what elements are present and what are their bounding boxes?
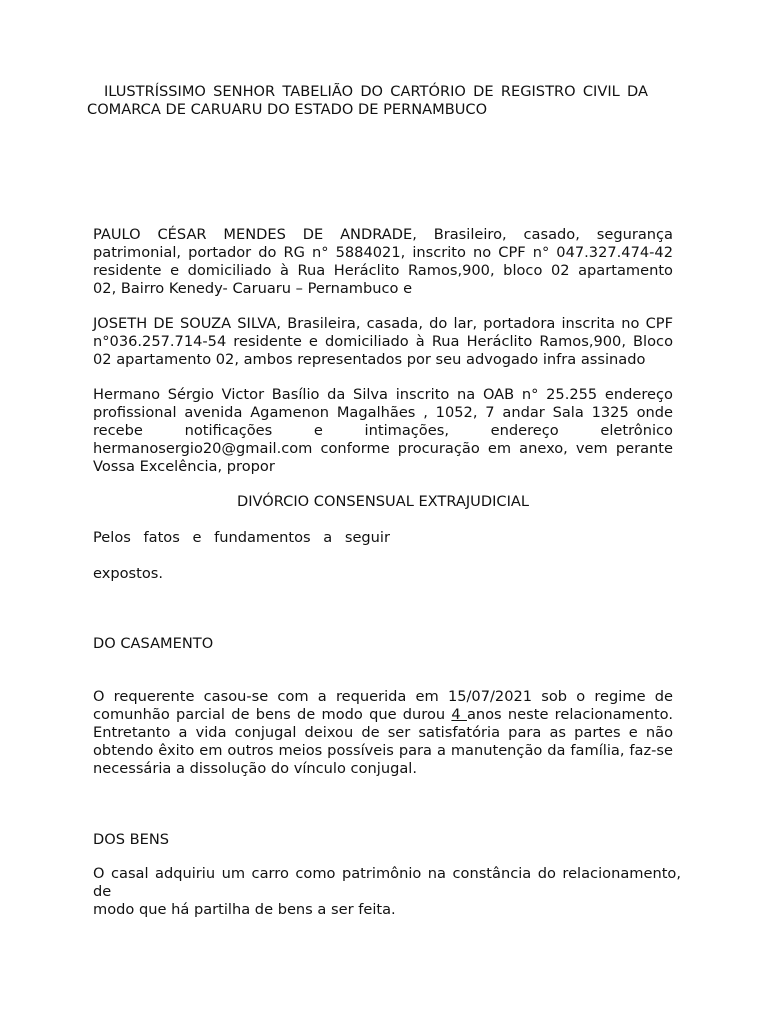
party-1-line-1: PAULO CÉSAR MENDES DE ANDRADE, Brasileiro, casado, segurança	[93, 226, 673, 243]
heading-line-1: ILUSTRÍSSIMO SENHOR TABELIÃO DO CARTÓRIO DE REGISTRO CIVIL DA	[104, 83, 648, 100]
party-1-line-4: 02, Bairro Kenedy- Caruaru – Pernambuco e	[93, 280, 413, 297]
bens-line-2: modo que há partilha de bens a ser feita.	[93, 901, 396, 918]
heading-line-2: COMARCA DE CARUARU DO ESTADO DE PERNAMBUCO	[87, 101, 488, 118]
casamento-line-3: Entretanto a vida conjugal deixou de ser satisfatória para as partes e não	[93, 724, 673, 741]
casamento-line-2	[93, 706, 673, 724]
casamento-line-2-end: anos neste relacionamento.	[466, 706, 673, 723]
bens-paragraph	[93, 865, 681, 919]
casamento-line-1: O requerente casou-se com a requerida em 15/07/2021 sob o regime de	[93, 688, 673, 705]
party-2-line-1: JOSETH DE SOUZA SILVA, Brasileira, casada, do lar, portadora inscrita no CPF	[93, 315, 673, 332]
casamento-line-5: necessária a dissolução do vínculo conjugal.	[93, 760, 417, 777]
casamento-line-2-start: comunhão parcial de bens de modo que durou	[93, 706, 452, 723]
party-2-line-3: 02 apartamento 02, ambos representados por seu advogado infra assinado	[93, 351, 646, 368]
lawyer-line-4: hermanosergio20@gmail.com conforme procuração em anexo, vem perante	[93, 440, 673, 457]
lawyer-line-2: profissional avenida Agamenon Magalhães , 1052, 7 andar Sala 1325 onde	[93, 404, 673, 421]
lawyer-qualification	[93, 386, 673, 476]
marriage-duration-years: 4	[451, 706, 467, 723]
party-2-line-2: n°036.257.714-54 residente e domiciliado à Rua Heráclito Ramos,900, Bloco	[93, 333, 673, 350]
party-1-qualification	[93, 226, 673, 298]
party-1-line-3: residente e domiciliado à Rua Heráclito Ramos,900, bloco 02 apartamento	[93, 262, 673, 279]
section-title-casamento: DO CASAMENTO	[93, 635, 214, 652]
section-title-bens: DOS BENS	[93, 831, 170, 848]
party-1-line-2: patrimonial, portador do RG n° 5884021, inscrito no CPF n° 047.327.474-42	[93, 244, 673, 261]
lawyer-line-1: Hermano Sérgio Victor Basílio da Silva inscrito na OAB n° 25.255 endereço	[93, 386, 673, 403]
casamento-line-4: obtendo êxito em outros meios possíveis para a manutenção da família, faz-se	[93, 742, 673, 759]
facts-intro-continuation: expostos.	[93, 565, 164, 582]
lawyer-line-5: Vossa Excelência, propor	[93, 458, 275, 475]
bens-line-1: O casal adquiriu um carro como patrimônio na constância do relacionamento, de	[93, 865, 681, 900]
casamento-paragraph	[93, 688, 673, 778]
lawyer-line-3: recebe notificações e intimações, endereço eletrônico	[93, 422, 673, 439]
document-heading	[87, 83, 648, 119]
action-title: DIVÓRCIO CONSENSUAL EXTRAJUDICIAL	[236, 493, 530, 510]
party-2-qualification	[93, 315, 673, 369]
facts-intro: Pelos fatos e fundamentos a seguir	[93, 529, 390, 546]
